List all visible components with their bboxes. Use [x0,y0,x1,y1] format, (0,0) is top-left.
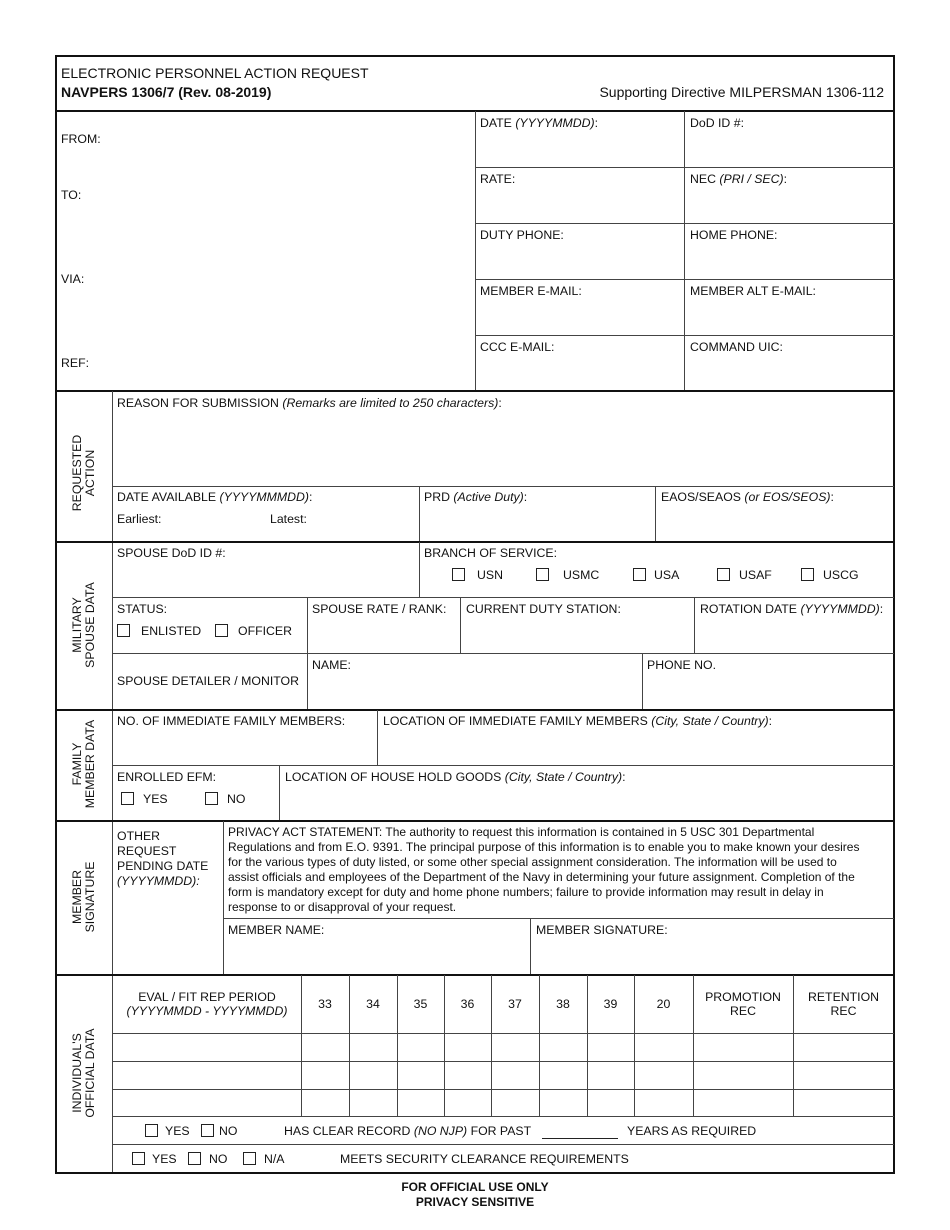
earliest-label: Earliest: [117,512,162,526]
usaf-checkbox[interactable] [717,568,730,581]
via-label: VIA: [61,272,85,286]
footer-privacy-sensitive: PRIVACY SENSITIVE [415,1195,535,1209]
col-33: 33 [318,997,332,1011]
supporting-directive: Supporting Directive MILPERSMAN 1306-112 [599,84,884,100]
reason-label: REASON FOR SUBMISSION (Remarks are limited to 250 characters): [117,396,502,410]
clear-record-yes-checkbox[interactable] [145,1124,158,1137]
command-uic-label: COMMAND UIC: [690,340,783,354]
ref-label: REF: [61,356,90,370]
dod-id-label: DoD ID #: [690,116,744,130]
family-location-field[interactable] [381,730,891,762]
security-no-label: NO [209,1152,228,1166]
section-requested-action: REQUESTED ACTION [70,434,97,512]
family-location-label: LOCATION OF IMMEDIATE FAMILY MEMBERS (City, State / Country): [383,714,773,728]
hhg-field[interactable] [283,786,891,818]
latest-field[interactable] [310,508,415,530]
spouse-detailer-label: SPOUSE DETAILER / MONITOR [117,674,299,688]
eval-row-1-period[interactable] [114,1035,300,1060]
security-no-checkbox[interactable] [188,1152,201,1165]
efm-yes-checkbox[interactable] [121,792,134,805]
security-yes-label: YES [152,1152,177,1166]
nec-label: NEC (PRI / SEC): [690,172,788,186]
duty-phone-field[interactable] [478,244,680,276]
other-request-field[interactable] [116,895,220,970]
current-duty-station-field[interactable] [464,618,690,650]
enlisted-label: ENLISTED [141,624,202,638]
branch-label: BRANCH OF SERVICE: [424,546,558,560]
section-family-member: FAMILY MEMBER DATA [70,719,97,809]
earliest-field[interactable] [165,508,265,530]
usa-checkbox[interactable] [633,568,646,581]
col-38: 38 [556,997,570,1011]
other-request-label: OTHER REQUEST PENDING DATE (YYYYMMDD): [117,829,209,888]
security-na-checkbox[interactable] [243,1152,256,1165]
nec-field[interactable] [688,188,890,220]
years-blank-field[interactable] [542,1138,618,1139]
clear-record-no-checkbox[interactable] [201,1124,214,1137]
usmc-label: USMC [563,568,600,582]
section-military-spouse: MILITARY SPOUSE DATA [70,582,97,668]
privacy-act-statement: PRIVACY ACT STATEMENT: The authority to request this information is contained in 5 USC 301 Departmental Regulations and from E.O. 9391. The principal purpose of this information is to enable you to make known your desires for the various types of duty listed, or some other special assignment consideration. The information will be used to assist officials and employees of the Department of the Navy in determining your future assignment. Completion of the form is mandatory except for duty and home phone numbers; failure to provide information may result in delay in response to or disapproval of your request. [228,825,860,915]
ccc-email-label: CCC E-MAIL: [480,340,555,354]
efm-no-label: NO [227,792,246,806]
via-field[interactable] [110,230,470,320]
spouse-phone-field[interactable] [646,674,891,706]
member-email-label: MEMBER E-MAIL: [480,284,582,298]
officer-checkbox[interactable] [215,624,228,637]
latest-label: Latest: [270,512,307,526]
rotation-date-field[interactable] [698,618,891,650]
col-39: 39 [603,997,618,1011]
clear-record-yes-label: YES [165,1124,190,1138]
rotation-date-label: ROTATION DATE (YYYYMMDD): [700,602,884,616]
member-email-field[interactable] [478,300,680,332]
uscg-label: USCG [823,568,859,582]
member-alt-email-label: MEMBER ALT E-MAIL: [690,284,816,298]
family-count-label: NO. OF IMMEDIATE FAMILY MEMBERS: [117,714,346,728]
usn-checkbox[interactable] [452,568,465,581]
date-available-label: DATE AVAILABLE (YYYYMMMDD): [117,490,313,504]
usmc-checkbox[interactable] [536,568,549,581]
member-alt-email-field[interactable] [688,300,890,332]
current-duty-station-label: CURRENT DUTY STATION: [466,602,621,616]
from-label: FROM: [61,132,101,146]
ref-field[interactable] [110,330,470,385]
form-id: NAVPERS 1306/7 (Rev. 08-2019) [61,84,272,100]
years-required-label: YEARS AS REQUIRED [627,1124,757,1138]
eaos-label: EAOS/SEAOS (or EOS/SEOS): [661,490,834,504]
efm-label: ENROLLED EFM: [117,770,217,784]
prd-field[interactable] [422,506,652,538]
section-member-signature: MEMBER SIGNATURE [70,861,97,933]
member-name-label: MEMBER NAME: [228,923,325,937]
spouse-name-field[interactable] [311,674,638,706]
rate-field[interactable] [478,188,680,220]
section-official-data: INDIVIDUAL'S OFFICIAL DATA [70,1028,97,1118]
status-label: STATUS: [117,602,168,616]
command-uic-field[interactable] [688,356,890,388]
duty-phone-label: DUTY PHONE: [480,228,564,242]
family-count-field[interactable] [116,730,372,762]
security-yes-checkbox[interactable] [132,1152,145,1165]
clear-record-label: HAS CLEAR RECORD (NO NJP) FOR PAST [284,1124,532,1138]
reason-field[interactable] [116,412,891,482]
security-na-label: N/A [264,1152,285,1166]
eval-row-3-period[interactable] [114,1091,300,1115]
to-label: TO: [61,188,82,202]
spouse-phone-label: PHONE NO. [647,658,717,672]
member-signature-field[interactable] [534,939,891,971]
date-field[interactable] [478,132,680,164]
efm-no-checkbox[interactable] [205,792,218,805]
promotion-rec-label: PROMOTION REC [705,990,781,1018]
member-name-field[interactable] [227,939,526,971]
col-36: 36 [460,997,475,1011]
officer-label: OFFICER [238,624,292,638]
spouse-rate-rank-label: SPOUSE RATE / RANK: [312,602,447,616]
home-phone-field[interactable] [688,244,890,276]
spouse-rate-rank-field[interactable] [311,618,456,650]
enlisted-checkbox[interactable] [117,624,130,637]
from-field[interactable] [110,120,470,160]
usn-label: USN [477,568,503,582]
col-37: 37 [508,997,522,1011]
date-label: DATE (YYYYMMDD): [480,116,598,130]
clear-record-no-label: NO [219,1124,238,1138]
usaf-label: USAF [739,568,772,582]
footer-fouo: FOR OFFICIAL USE ONLY [401,1180,549,1194]
member-signature-label: MEMBER SIGNATURE: [536,923,668,937]
spouse-dod-id-field[interactable] [116,562,414,592]
home-phone-label: HOME PHONE: [690,228,778,242]
spouse-dod-id-label: SPOUSE DoD ID #: [117,546,226,560]
dod-id-field[interactable] [688,132,890,164]
eval-row-2-period[interactable] [114,1063,300,1088]
spouse-name-label: NAME: [312,658,351,672]
section-column-divider [112,391,113,1172]
col-34: 34 [366,997,380,1011]
eval-period-label: EVAL / FIT REP PERIOD (YYYYMMDD - YYYYMMDD) [126,990,288,1018]
rate-label: RATE: [480,172,516,186]
efm-yes-label: YES [143,792,168,806]
to-field[interactable] [110,176,470,216]
col-20: 20 [656,997,671,1011]
hhg-label: LOCATION OF HOUSE HOLD GOODS (City, State / Country): [285,770,626,784]
security-clearance-label: MEETS SECURITY CLEARANCE REQUIREMENTS [340,1152,629,1166]
col-35: 35 [413,997,428,1011]
eaos-field[interactable] [659,506,891,538]
usa-label: USA [654,568,680,582]
prd-label: PRD (Active Duty): [424,490,528,504]
form-title: ELECTRONIC PERSONNEL ACTION REQUEST [61,65,369,81]
ccc-email-field[interactable] [478,356,680,388]
retention-rec-label: RETENTION REC [807,990,880,1018]
uscg-checkbox[interactable] [801,568,814,581]
